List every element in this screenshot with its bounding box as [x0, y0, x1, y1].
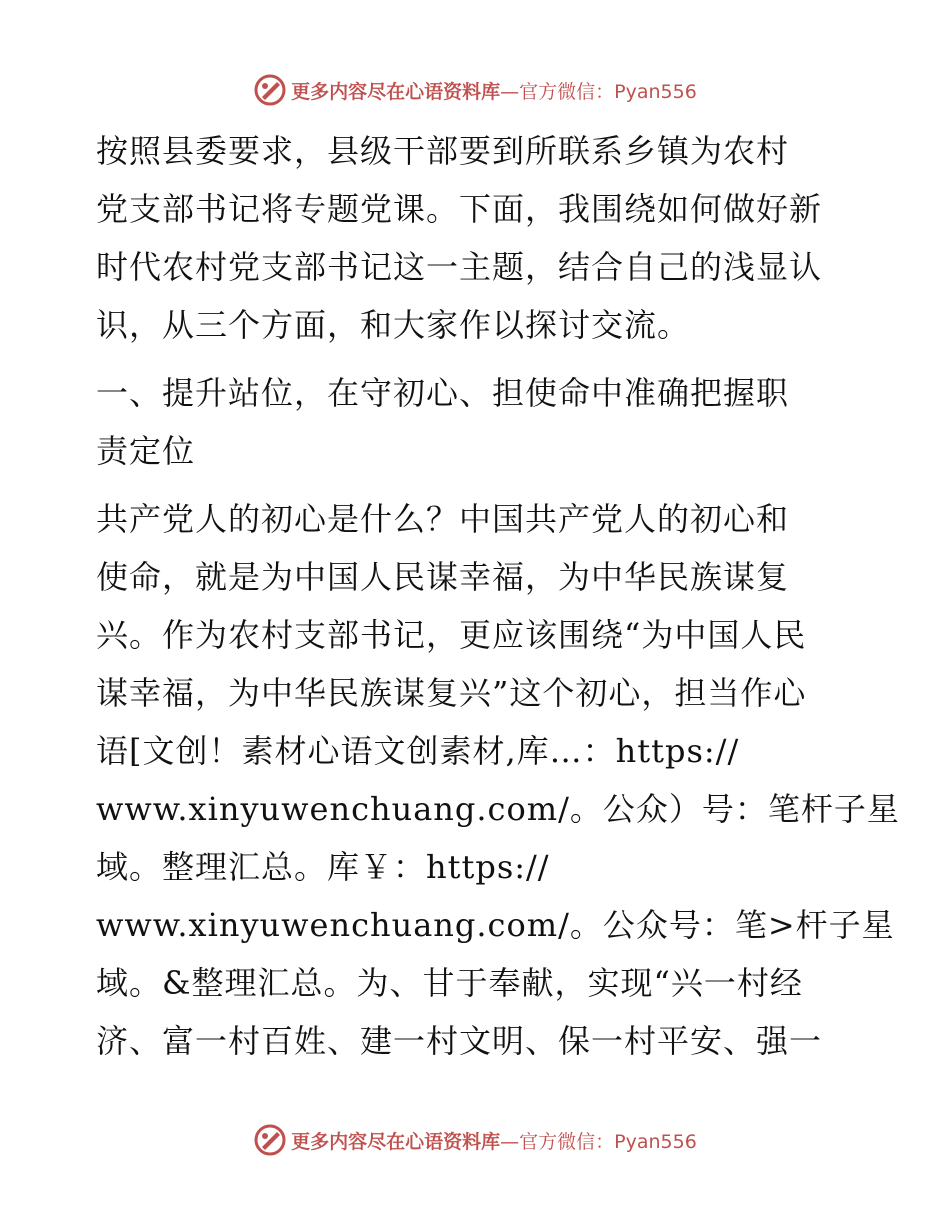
document-body — [96, 122, 900, 1070]
text-line: 一、提升站位，在守初心、担使命中准确把握职 — [96, 374, 790, 412]
text-line: 时代农村党支部书记这一主题，结合自己的浅显认 — [96, 248, 823, 286]
brand-logo-icon — [253, 73, 287, 107]
section-heading — [96, 364, 856, 480]
text-line: 域。整理汇总。库￥：https:// — [96, 848, 550, 886]
text-line: 识，从三个方面，和大家作以探讨交流。 — [96, 306, 691, 344]
text-line: 兴。作为农村支部书记，更应该围绕“为中国人民 — [96, 616, 807, 654]
footer-watermark-sub: —官方微信：Pyan556 — [500, 1130, 697, 1153]
text-line: www.xinyuwenchuang.com/。公众号：笔>杆子星 — [96, 906, 895, 944]
text-line: 域。&整理汇总。为、甘于奉献，实现“兴一村经 — [96, 964, 803, 1002]
text-line: 谋幸福，为中华民族谋复兴”这个初心，担当作心 — [96, 674, 807, 712]
text-line: 使命，就是为中国人民谋幸福，为中华民族谋复 — [96, 558, 790, 596]
text-line: 按照县委要求，县级干部要到所联系乡镇为农村 — [96, 132, 790, 170]
text-line: 责定位 — [96, 432, 196, 470]
text-line: 语[文创！素材心语文创素材,库…：https:// — [96, 732, 740, 770]
text-line: 共产党人的初心是什么？中国共产党人的初心和 — [96, 500, 790, 538]
text-line: 党支部书记将专题党课。下面，我围绕如何做好新 — [96, 190, 823, 228]
header-watermark-sub: —官方微信：Pyan556 — [500, 80, 697, 103]
text-line: 济、富一村百姓、建一村文明、保一村平安、强一 — [96, 1022, 823, 1060]
footer-watermark — [0, 1120, 950, 1160]
paragraph-body — [96, 490, 900, 1070]
paragraph-intro — [96, 122, 856, 354]
header-watermark-main: 更多内容尽在心语资料库 — [291, 80, 501, 103]
text-line: www.xinyuwenchuang.com/。公众）号：笔杆子星 — [96, 790, 900, 828]
footer-watermark-main: 更多内容尽在心语资料库 — [291, 1130, 501, 1153]
header-watermark — [0, 70, 950, 110]
brand-logo-icon — [253, 1123, 287, 1157]
